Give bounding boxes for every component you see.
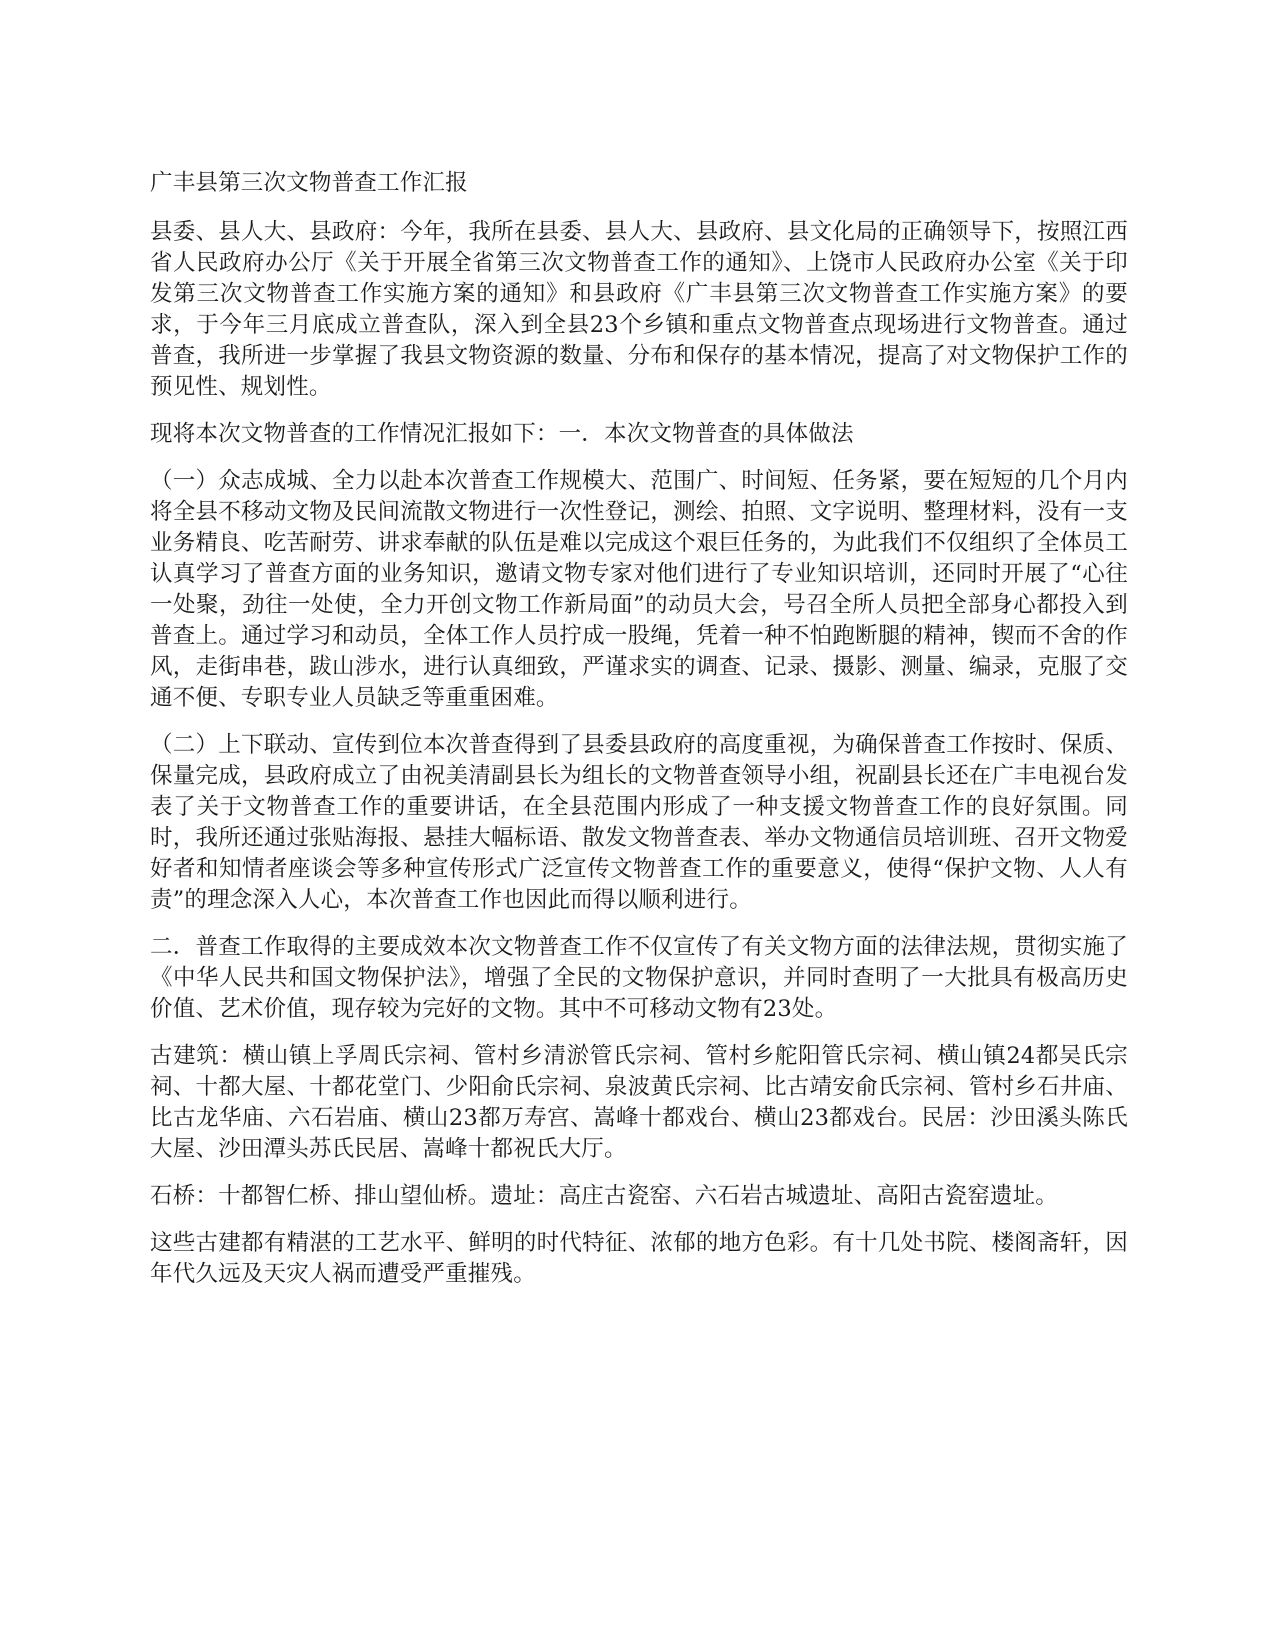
document-page [150,168,1128,1306]
paragraph-section-2: 二．普查工作取得的主要成效本次文物普查工作不仅宣传了有关文物方面的法律法规，贯彻实施了《中华人民共和国文物保护法》，增强了全民的文物保护意识，并同时查明了一大批具有极高历史价值、艺术价值，现存较为完好的文物。其中不可移动文物有23处。 [150,934,1128,1022]
document-title: 广丰县第三次文物普查工作汇报 [150,170,468,196]
paragraph-intro: 县委、县人大、县政府：今年，我所在县委、县人大、县政府、县文化局的正确领导下，按照江西省人民政府办公厅《关于开展全省第三次文物普查工作的通知》、上饶市人民政府办公室《关于印发第三次文物普查工作实施方案的通知》和县政府《广丰县第三次文物普查工作实施方案》的要求，于今年三月底成立普查队，深入到全县23个乡镇和重点文物普查点现场进行文物普查。通过普查，我所进一步掌握了我县文物资源的数量、分布和保存的基本情况，提高了对文物保护工作的预见性、规划性。 [150,219,1128,400]
paragraph-report-heading: 现将本次文物普查的工作情况汇报如下：一．本次文物普查的具体做法 [150,421,854,447]
paragraph-section-1-2: （二）上下联动、宣传到位本次普查得到了县委县政府的高度重视，为确保普查工作按时、保质、保量完成，县政府成立了由祝美清副县长为组长的文物普查领导小组，祝副县长还在广丰电视台发表了关于文物普查工作的重要讲话，在全县范围内形成了一种支援文物普查工作的良好氛围。同时，我所还通过张贴海报、悬挂大幅标语、散发文物普查表、举办文物通信员培训班、召开文物爱好者和知情者座谈会等多种宣传形式广泛宣传文物普查工作的重要意义，使得“保护文物、人人有责”的理念深入人心，本次普查工作也因此而得以顺利进行。 [150,732,1128,913]
paragraph-bridges-sites: 石桥：十都智仁桥、排山望仙桥。遗址：高庄古瓷窑、六石岩古城遗址、高阳古瓷窑遗址。 [150,1183,1059,1209]
paragraph-conclusion: 这些古建都有精湛的工艺水平、鲜明的时代特征、浓郁的地方色彩。有十几处书院、楼阁斋轩，因年代久远及天灾人祸而遭受严重摧残。 [150,1230,1128,1287]
paragraph-section-1-1: （一）众志成城、全力以赴本次普查工作规模大、范围广、时间短、任务紧，要在短短的几个月内将全县不移动文物及民间流散文物进行一次性登记，测绘、拍照、文字说明、整理材料，没有一支业务精良、吃苦耐劳、讲求奉献的队伍是难以完成这个艰巨任务的，为此我们不仅组织了全体员工认真学习了普查方面的业务知识，邀请文物专家对他们进行了专业知识培训，还同时开展了“心往一处聚，劲往一处使，全力开创文物工作新局面”的动员大会，号召全所人员把全部身心都投入到普查上。通过学习和动员，全体工作人员拧成一股绳，凭着一种不怕跑断腿的精神，锲而不舍的作风，走街串巷，跋山涉水，进行认真细致，严谨求实的调查、记录、摄影、测量、编录，克服了交通不便、专职专业人员缺乏等重重困难。 [150,468,1128,711]
paragraph-ancient-buildings: 古建筑：横山镇上孚周氏宗祠、管村乡清淤管氏宗祠、管村乡舵阳管氏宗祠、横山镇24都吴氏宗祠、十都大屋、十都花堂门、少阳俞氏宗祠、泉波黄氏宗祠、比古靖安俞氏宗祠、管村乡石井庙、比古龙华庙、六石岩庙、横山23都万寿宫、嵩峰十都戏台、横山23都戏台。民居：沙田溪头陈氏大屋、沙田潭头苏氏民居、嵩峰十都祝氏大厅。 [150,1043,1128,1162]
